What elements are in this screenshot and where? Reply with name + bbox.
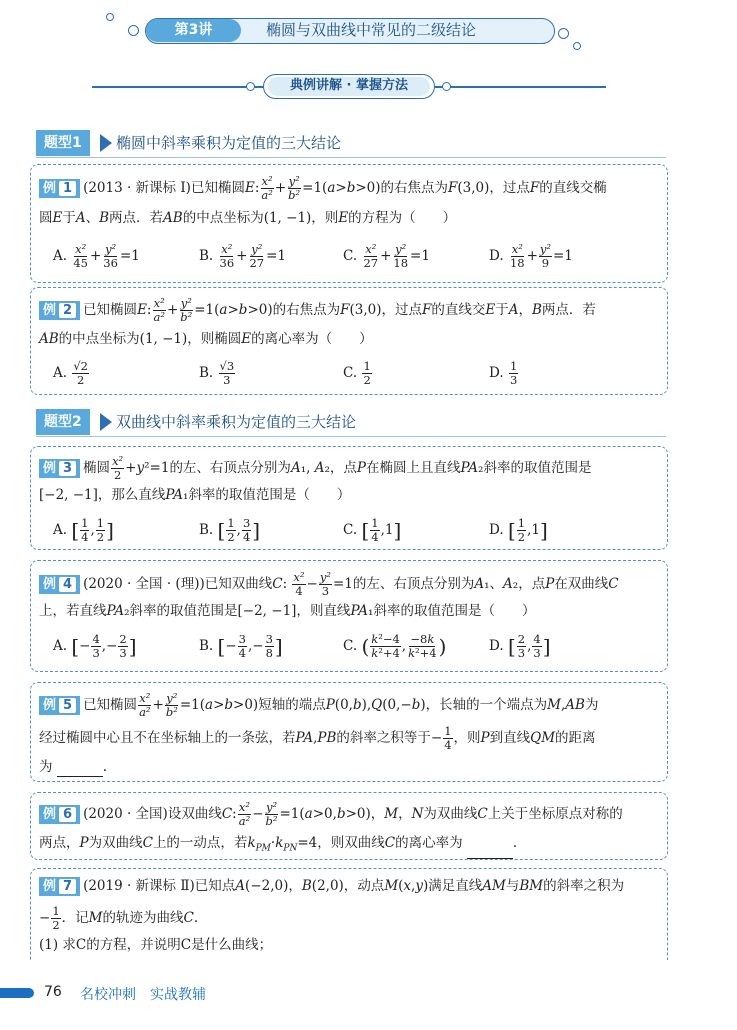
subtitle-banner: [263, 74, 435, 99]
example-label: 例 5: [39, 696, 80, 715]
section-tag: 题型1: [36, 130, 90, 156]
option-a: A. $\frac{√2}{2}$: [53, 359, 88, 387]
example-box: [30, 682, 668, 782]
example-line: 例 2 已知椭圆E: $\frac{\text{x²}}{\text{a²}}$ + $\frac{\text{y²}}{\text{b²}}$ =1(a>b>0)的右焦点为F(3,0)，过点F的直线交E于A，B两点．若: [39, 297, 596, 324]
example-label: 例 3: [39, 459, 80, 478]
section-tag: 题型2: [36, 409, 90, 435]
example-box: [30, 868, 668, 960]
option-b: B. [− $\frac{3}{4}$ ,− $\frac{3}{8}$ ]: [199, 632, 283, 660]
option-d: D. [ $\frac{2}{3}$ , $\frac{4}{3}$ ]: [489, 632, 551, 660]
example-label: 例 7: [39, 877, 80, 896]
example-label: 例 1: [39, 179, 80, 198]
example-box: [30, 792, 668, 860]
example-box: [30, 164, 668, 283]
example-line: 圆E于A、B两点．若AB的中点坐标为(1, −1)，则E的方程为（ ）: [39, 210, 457, 226]
lecture-title: 椭圆与双曲线中常见的二级结论: [266, 21, 477, 39]
page-header: [0, 0, 737, 60]
arrow-icon: [100, 134, 112, 152]
footer-bar: [0, 988, 34, 998]
divider-line: [92, 86, 263, 88]
option-a: A. [ $\frac{1}{4}$ , $\frac{1}{2}$ ]: [53, 516, 114, 544]
example-label: 例 2: [39, 301, 80, 320]
example-line: 例 1 (2013 · 新课标 Ⅰ)已知椭圆E: $\frac{\text{x²}}{\text{a²}}$ + $\frac{\text{y²}}{\text{b²}}$ =1(a>b>0)的右焦点为F(3,0)，过点F的直线交椭: [39, 175, 607, 202]
decor-circle: [106, 13, 114, 21]
example-line: 例 4 (2020 · 全国 · (理))已知双曲线C: $\frac{\text{x²}}{4}$ − $\frac{\text{y²}}{3}$ =1的左、右顶点分别为A₁、A₂，点P在双曲线C: [39, 571, 619, 598]
subtitle: 典例讲解 · 掌握方法: [268, 77, 430, 96]
option-c: C. $\frac{\text{x²}}{27}$ + $\frac{\text{y²}}{18}$ =1: [343, 242, 430, 270]
footer-brand: 名校冲刺 实战教辅: [80, 987, 206, 1003]
example-line: AB的中点坐标为(1, −1)，则椭圆E的离心率为（ ）: [39, 331, 373, 347]
decor-circle: [128, 25, 139, 36]
answer-blank: [467, 844, 513, 859]
example-box: [30, 560, 668, 672]
example-line: − $\frac{1}{2}$ ．记M的轨迹为曲线C.: [39, 904, 199, 932]
example-line: 两点，P为双曲线C上的一动点，若$k_{PM}\cdot k_{PN}=4$，则双曲线C的离心率为 .: [39, 833, 517, 859]
divider-line: [36, 436, 666, 437]
divider-line: [36, 157, 666, 158]
example-line: [−2, −1]，那么直线PA₁斜率的取值范围是（ ）: [39, 487, 351, 503]
decor-circle: [442, 82, 451, 91]
option-d: D. [ $\frac{1}{2}$ ,1]: [489, 516, 548, 544]
option-b: B. $\frac{√3}{3}$: [199, 359, 235, 387]
decor-circle: [246, 82, 255, 91]
section-title: 双曲线中斜率乘积为定值的三大结论: [116, 413, 357, 431]
decor-circle: [558, 28, 569, 39]
example-label: 例 4: [39, 575, 80, 594]
example-line: 为 .: [39, 759, 108, 775]
section-title: 椭圆中斜率乘积为定值的三大结论: [116, 134, 342, 152]
example-box: [30, 287, 668, 395]
section-heading: [36, 409, 666, 435]
example-line: 例 5 已知椭圆 $\frac{\text{x²}}{\text{a²}}$ + $\frac{\text{y²}}{\text{b²}}$ =1(a>b>0)短轴的端点P(0,b),Q(0,−b)，长轴的一个端点为M,AB为: [39, 692, 598, 719]
example-box: [30, 446, 668, 550]
option-b: B. [ $\frac{1}{2}$ , $\frac{3}{4}$ ]: [199, 516, 261, 544]
option-c: C. [ $\frac{1}{4}$ ,1]: [343, 516, 402, 544]
example-line: (1) 求C的方程，并说明C是什么曲线；: [39, 937, 273, 953]
decor-circle: [573, 42, 581, 50]
divider-line: [435, 86, 606, 88]
answer-blank: [57, 762, 103, 777]
arrow-icon: [100, 413, 112, 431]
example-label: 例 6: [39, 805, 80, 824]
lecture-banner: [145, 18, 555, 44]
option-d: D. $\frac{\text{x²}}{18}$ + $\frac{\text{y²}}{9}$ =1: [489, 242, 573, 270]
option-c: C. $\frac{1}{2}$: [343, 359, 371, 387]
section-heading: [36, 130, 666, 156]
example-line: 例 6 (2020 · 全国)设双曲线C: $\frac{\text{x²}}{\text{a²}}$ − $\frac{\text{y²}}{\text{b²}}$ =1(a>0,b>0)，M，N为双曲线C上关于坐标原点对称的: [39, 801, 623, 828]
example-line: 例 3 椭圆 $\frac{\text{x²}}{2}$ +y²=1的左、右顶点分别为A₁, A₂，点P在椭圆上且直线PA₂斜率的取值范围是: [39, 455, 591, 482]
example-line: 上，若直线PA₂斜率的取值范围是[−2, −1]，则直线PA₁斜率的取值范围是（ ）: [39, 603, 536, 619]
option-b: B. $\frac{\text{x²}}{36}$ + $\frac{\text{y²}}{27}$ =1: [199, 242, 287, 270]
example-line: 经过椭圆中心且不在坐标轴上的一条弦，若PA,PB的斜率之积等于− $\frac{1}{4}$ ，则P到直线QM的距离: [39, 724, 596, 752]
option-d: D. $\frac{1}{3}$: [489, 359, 518, 387]
lecture-tag: 第3讲: [146, 19, 241, 42]
example-line: 例 7 (2019 · 新课标 Ⅱ)已知点A(−2,0)，B(2,0)，动点M(x,y)满足直线AM与BM的斜率之积为: [39, 876, 624, 896]
option-a: A. [− $\frac{4}{3}$ ,− $\frac{2}{3}$ ]: [53, 632, 137, 660]
option-a: A. $\frac{\text{x²}}{45}$ + $\frac{\text{y²}}{36}$ =1: [53, 242, 140, 270]
option-c: C. ( $\frac{\text{k²−4}}{\text{k²+4}}$ , $\frac{-8k}{\text{k²+4}}$ ): [343, 632, 447, 660]
page-number: 76: [44, 984, 62, 1000]
